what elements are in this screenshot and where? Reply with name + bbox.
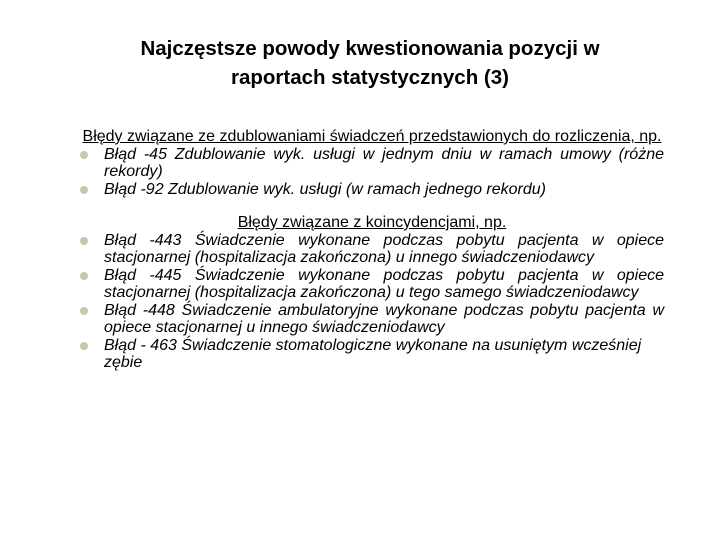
list-item bbox=[80, 302, 664, 337]
list-item-text: Błąd -445 Świadczenie wykonane podczas pobytu pacjenta w opiece stacjonarnej (hospitalizacja zakończona) u tego samego świadczeniodawcy bbox=[104, 266, 664, 301]
slide-content bbox=[80, 128, 664, 372]
list-item-text: Błąd - 463 Świadczenie stomatologiczne wykonane na usuniętym wcześniej zębie bbox=[104, 336, 642, 371]
list-item bbox=[80, 232, 664, 267]
bullet-icon bbox=[80, 307, 88, 315]
list-item bbox=[80, 181, 664, 199]
list-item-text: Błąd -92 Zdublowanie wyk. usługi (w ramach jednego rekordu) bbox=[104, 180, 546, 198]
bullet-icon bbox=[80, 151, 88, 159]
list-item-text: Błąd -448 Świadczenie ambulatoryjne wykonane podczas pobytu pacjenta w opiece stacjonarnej u innego świadczeniodawcy bbox=[104, 301, 664, 336]
list-item bbox=[80, 337, 664, 372]
list-item-text: Błąd -45 Zdublowanie wyk. usługi w jednym dniu w ramach umowy (różne rekordy) bbox=[104, 145, 664, 180]
section-heading-duplicates: Błędy związane ze zdublowaniami świadczeń przedstawionych do rozliczenia, np. bbox=[82, 128, 662, 145]
bullet-icon bbox=[80, 272, 88, 280]
title-line-2: raportach statystycznych (3) bbox=[231, 66, 509, 89]
list-item bbox=[80, 267, 664, 302]
list-item bbox=[80, 146, 664, 181]
slide-title bbox=[70, 34, 670, 92]
bullet-icon bbox=[80, 186, 88, 194]
bullet-icon bbox=[80, 342, 88, 350]
list-item-text: Błąd -443 Świadczenie wykonane podczas pobytu pacjenta w opiece stacjonarnej (hospitalizacja zakończona) u innego świadczeniodawcy bbox=[104, 231, 664, 266]
bullet-icon bbox=[80, 237, 88, 245]
section-heading-coincidences: Błędy związane z koincydencjami, np. bbox=[237, 214, 507, 231]
title-line-1: Najczęstsze powody kwestionowania pozycji w bbox=[140, 37, 600, 60]
